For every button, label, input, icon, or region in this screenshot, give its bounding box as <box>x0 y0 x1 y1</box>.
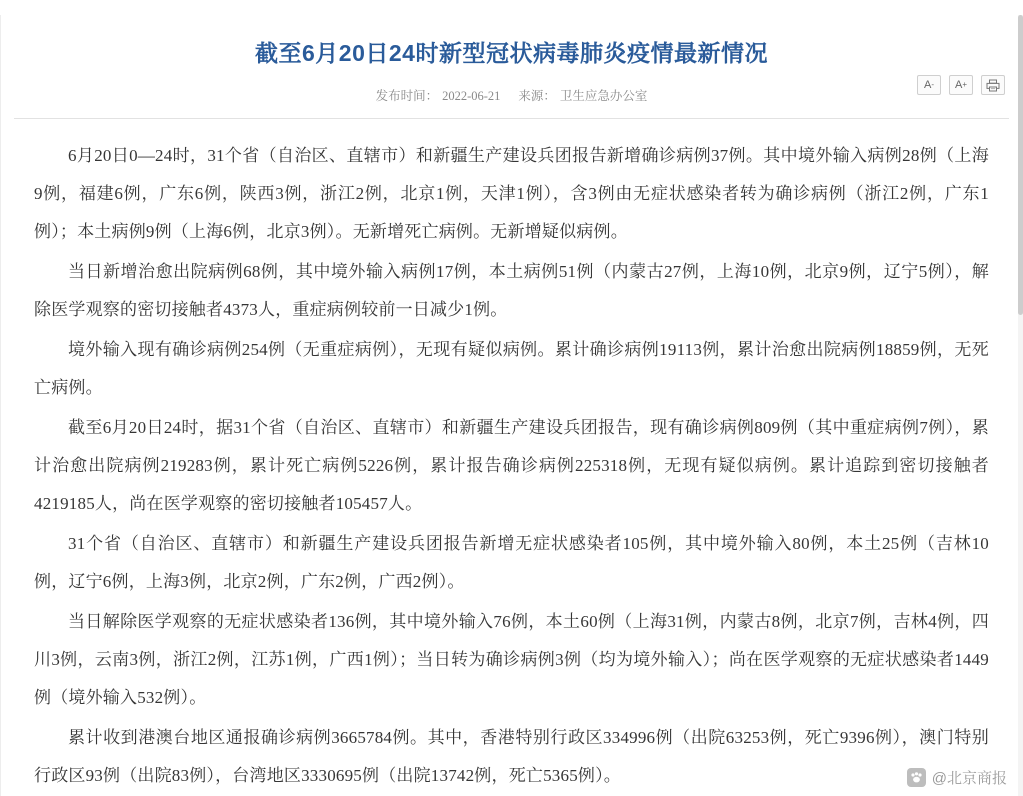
article-paragraph: 6月20日0—24时，31个省（自治区、直辖市）和新疆生产建设兵团报告新增确诊病例37例。其中境外输入病例28例（上海9例，福建6例，广东6例，陕西3例，浙江2例，北京1例，天津1例），含3例由无症状感染者转为确诊病例（浙江2例，广东1例）；本土病例9例（上海6例，北京3例）。无新增死亡病例。无新增疑似病例。 <box>34 145 989 241</box>
article-paragraph: 当日解除医学观察的无症状感染者136例，其中境外输入76例，本土60例（上海31例，内蒙古8例，北京7例，吉林4例，四川3例，云南3例，浙江2例，江苏1例，广西1例）；当日转为确诊病例3例（均为境外输入）；尚在医学观察的无症状感染者1449例（境外输入532例）。 <box>34 611 989 707</box>
decrease-font-sup: - <box>931 80 934 90</box>
page-title: 截至6月20日24时新型冠状病毒肺炎疫情最新情况 <box>255 40 768 67</box>
article-toolbar <box>917 75 1005 95</box>
increase-font-button[interactable] <box>949 75 973 95</box>
article-paragraph: 31个省（自治区、直辖市）和新疆生产建设兵团报告新增无症状感染者105例，其中境外输入80例，本土25例（吉林10例，辽宁6例，上海3例，北京2例，广东2例，广西2例）。 <box>34 533 989 591</box>
print-button[interactable] <box>981 75 1005 95</box>
source-value: 卫生应急办公室 <box>559 88 648 103</box>
page-left-rule <box>0 15 1 796</box>
article-meta <box>0 86 1023 104</box>
increase-font-label: A <box>954 78 963 91</box>
publish-time-label: 发布时间： <box>375 88 439 103</box>
decrease-font-button[interactable] <box>917 75 941 95</box>
watermark-text: @北京商报 <box>931 770 1007 788</box>
article-body <box>0 119 1023 795</box>
decrease-font-label: A <box>923 78 932 91</box>
printer-icon <box>986 79 1000 92</box>
article-paragraph: 截至6月20日24时，据31个省（自治区、直辖市）和新疆生产建设兵团报告，现有确诊病例809例（其中重症病例7例），累计治愈出院病例219283例，累计死亡病例5226例，累计报告确诊病例225318例，无现有疑似病例。累计追踪到密切接触者4219185人，尚在医学观察的密切接触者105457人。 <box>34 417 989 513</box>
publish-time <box>376 86 501 104</box>
watermark-logo-icon <box>907 768 926 787</box>
source <box>518 86 647 104</box>
article-page <box>0 15 1023 796</box>
source-label: 来源： <box>518 88 556 103</box>
paw-icon <box>910 771 923 784</box>
watermark <box>907 767 1007 788</box>
publish-time-value: 2022-06-21 <box>442 88 501 103</box>
article-paragraph: 累计收到港澳台地区通报确诊病例3665784例。其中，香港特别行政区334996例（出院63253例，死亡9396例），澳门特别行政区93例（出院83例），台湾地区3330695例（出院13742例，死亡5365例）。 <box>34 727 989 785</box>
increase-font-sup: + <box>962 80 967 90</box>
scrollbar-thumb[interactable] <box>1018 15 1023 315</box>
article-paragraph: 境外输入现有确诊病例254例（无重症病例），无现有疑似病例。累计确诊病例19113例，累计治愈出院病例18859例，无死亡病例。 <box>34 339 989 397</box>
article-paragraph: 当日新增治愈出院病例68例，其中境外输入病例17例，本土病例51例（内蒙古27例，上海10例，北京9例，辽宁5例），解除医学观察的密切接触者4373人，重症病例较前一日减少1例。 <box>34 261 989 319</box>
page-scrollbar[interactable] <box>1018 15 1023 796</box>
